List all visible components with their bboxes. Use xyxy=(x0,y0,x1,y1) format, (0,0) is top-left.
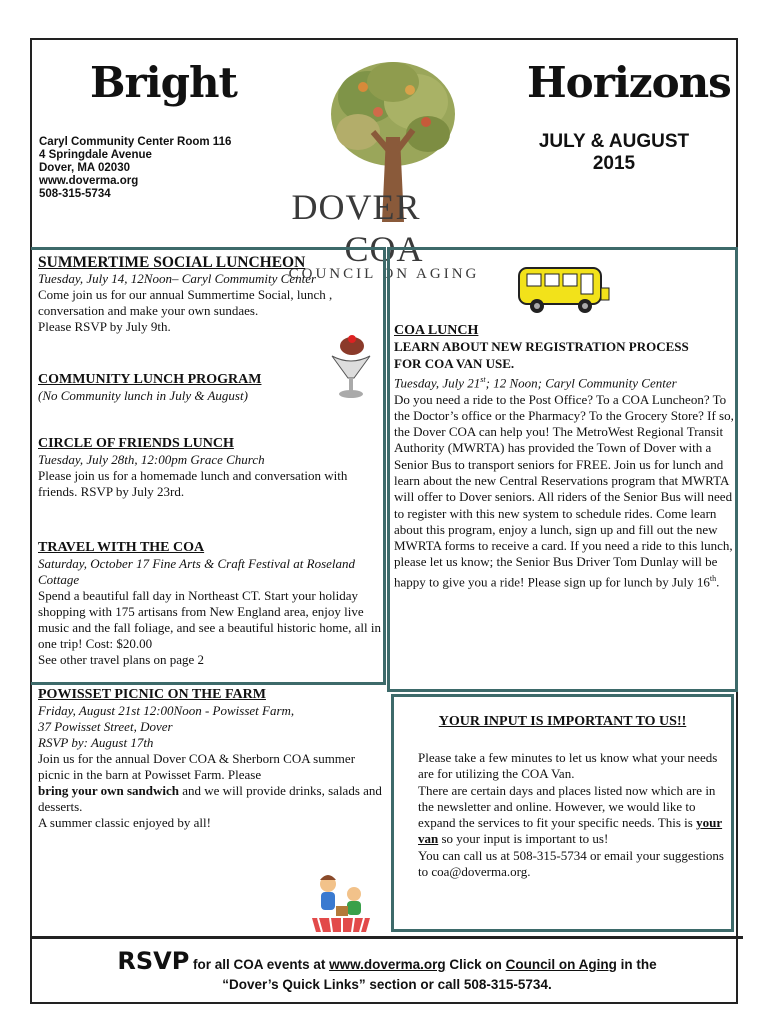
event-when: Tuesday, July 14, 12Noon– Caryl Commumity Center xyxy=(38,271,317,286)
website-text: www.doverma.org xyxy=(39,175,139,187)
coa-lunch-section xyxy=(394,323,734,590)
input-paragraph: You can call us at 508-315-5734 or email your suggestions to coa@doverma.org. xyxy=(418,847,724,880)
community-lunch-section xyxy=(38,372,383,404)
event-body-end: . xyxy=(716,574,720,590)
footer-line-2: “Dover’s Quick Links” section or call 508-315-5734. xyxy=(222,977,552,992)
issue-year: 2015 xyxy=(592,153,636,174)
input-paragraph: Please take a few minutes to let us know what your needs are for utilizing the COA Van. xyxy=(418,750,718,782)
event-when xyxy=(394,372,734,392)
event-when-date: Tuesday, July 21 xyxy=(394,375,481,391)
event-when: Friday, August 21st 12:00Noon - Powisset Farm, xyxy=(38,703,295,718)
input-paragraph xyxy=(418,783,730,848)
event-body: Spend a beautiful fall day in Northeast CT. Start your holiday shopping with 175 artisans from New England area, enjoy live music and the fall foliage, and see a beautiful historic home, all in one trip! Cost: $20.00 xyxy=(38,588,381,651)
address-line: Dover, MA 02030 xyxy=(39,162,130,174)
section-subheading: LEARN ABOUT NEW REGISTRATION PROCESS FOR COA VAN USE. xyxy=(394,339,689,371)
ordinal-suffix: th xyxy=(709,573,717,583)
event-address: 37 Powisset Street, Dover xyxy=(38,719,173,734)
issue-date xyxy=(505,131,723,175)
social-luncheon-section xyxy=(38,255,383,335)
input-section xyxy=(418,750,730,880)
friends-lunch-section xyxy=(38,436,383,500)
event-rsvp: Please RSVP by July 9th. xyxy=(38,319,171,334)
event-when-place: ; 12 Noon; Caryl Community Center xyxy=(485,375,677,391)
address-block xyxy=(39,136,231,201)
event-more: See other travel plans on page 2 xyxy=(38,652,205,667)
event-body-bold: bring your own sandwich xyxy=(38,783,179,798)
section-heading: SUMMERTIME SOCIAL LUNCHEON xyxy=(38,254,306,271)
input-text: There are certain days and places listed now which are in the newsletter and online. However, we would like to expand the services to fit your specific needs. This is xyxy=(418,782,716,831)
footer-text: for all COA events at xyxy=(189,957,330,972)
footer-rsvp-banner xyxy=(31,936,743,1004)
address-line: Caryl Community Center Room 116 xyxy=(39,136,232,148)
ordinal-suffix: st xyxy=(480,374,486,384)
event-body-text: Do you need a ride to the Post Office? To a COA Luncheon? To the Doctor’s office or the Pharmacy? To the Grocery Store? If so, the Dover COA can help you! The MetroWest Regional Transit Authority (MWRTA) has provided the Town of Dover with a Senior Bus to transport seniors for FREE. Join us for lunch and learn about the new Central Reservations program that MWRTA will offer to Dover seniors. All riders of the Senior Bus will need to register with this new system to schedule rides. Come learn about this program, enjoy a lunch, sign up and fill out the new MWRTA forms to receive a card. If you need a ride to this lunch, please let us know; the Senior Bus Driver Tom Dunlay will be happy to give you a ride! Please sign up for lunch by July 16 xyxy=(394,391,734,590)
school-bus-icon xyxy=(515,262,611,318)
event-body: Come join us for our annual Summertime Social, lunch , conversation and make your own sundaes. xyxy=(38,287,333,318)
address-line: 4 Springdale Avenue xyxy=(39,149,152,161)
section-heading: COMMUNITY LUNCH PROGRAM xyxy=(38,372,262,387)
footer-website-link[interactable]: www.doverma.org xyxy=(329,957,446,972)
footer-coa-link[interactable]: Council on Aging xyxy=(505,957,617,972)
footer-line-1 xyxy=(31,947,743,975)
picnic-icon xyxy=(308,872,374,934)
event-when: Tuesday, July 28th, 12:00pm Grace Church xyxy=(38,452,265,467)
event-body: Please join us for a homemade lunch and conversation with friends. RSVP by July 23rd. xyxy=(38,468,348,499)
section-heading: COA LUNCH xyxy=(394,323,479,338)
coa-name-right: COA xyxy=(344,229,424,269)
footer-text: Click on xyxy=(445,957,506,972)
your-van-emphasis: your van xyxy=(418,815,723,847)
rsvp-label: RSVP xyxy=(117,947,190,975)
event-closing: A summer classic enjoyed by all! xyxy=(38,815,211,830)
event-body-text: and we will provide drinks, salads and desserts. xyxy=(38,783,382,814)
event-body xyxy=(394,392,734,591)
event-rsvp: RSVP by: August 17th xyxy=(38,735,154,750)
input-text: so your input is important to us! xyxy=(441,831,609,847)
section-heading: CIRCLE OF FRIENDS LUNCH xyxy=(38,436,234,451)
event-note: (No Community lunch in July & August) xyxy=(38,388,248,403)
masthead-horizons: Horizons xyxy=(527,58,731,107)
footer-text: in the xyxy=(616,957,657,972)
travel-section xyxy=(38,540,383,668)
masthead-bright: Bright xyxy=(90,58,237,107)
section-heading: TRAVEL WITH THE COA xyxy=(38,540,205,555)
event-when: Saturday, October 17 Fine Arts & Craft Festival at Roseland Cottage xyxy=(38,556,356,587)
event-body xyxy=(38,751,383,815)
coa-subtitle: COUNCIL ON AGING xyxy=(288,266,480,282)
section-heading: POWISSET PICNIC ON THE FARM xyxy=(38,687,266,702)
event-body-text: Join us for the annual Dover COA & Sherborn COA summer picnic in the barn at Powisset Farm. Please xyxy=(38,751,356,782)
coa-name-left: DOVER xyxy=(291,187,421,227)
phone-text: 508-315-5734 xyxy=(39,188,111,200)
issue-months: JULY & AUGUST xyxy=(538,131,690,152)
input-heading: YOUR INPUT IS IMPORTANT TO US!! xyxy=(438,714,687,729)
picnic-section xyxy=(38,687,383,831)
